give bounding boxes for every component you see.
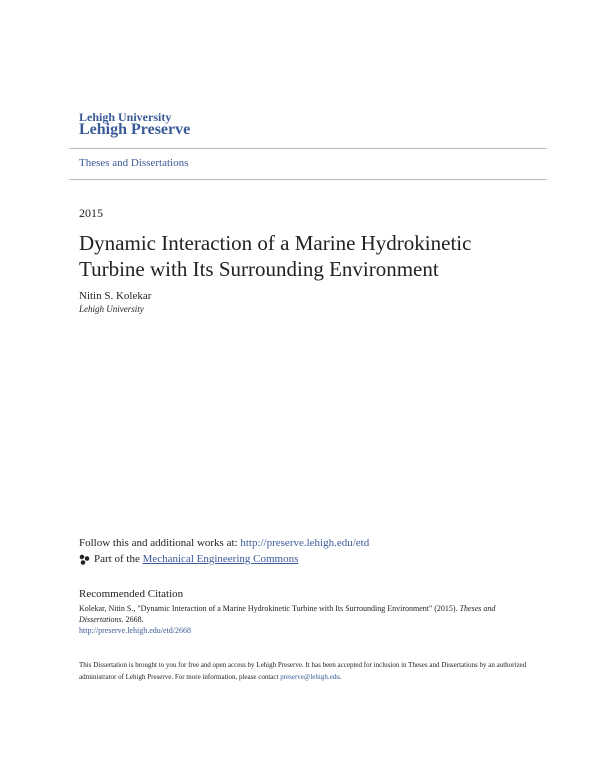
- partof-label: Part of the: [94, 553, 140, 565]
- partof-line: [79, 553, 298, 565]
- citation-heading: Recommended Citation: [79, 588, 184, 600]
- citation-number: . 2668.: [121, 615, 144, 624]
- follow-line: [79, 537, 369, 549]
- institution-name[interactable]: Lehigh University: [79, 110, 172, 124]
- commons-network-icon: [79, 554, 90, 565]
- top-divider: [69, 148, 547, 149]
- follow-label: Follow this and additional works at:: [79, 537, 241, 549]
- collection-link[interactable]: Theses and Dissertations: [79, 157, 189, 169]
- contact-email-link[interactable]: preserve@lehigh.edu: [280, 673, 340, 681]
- publication-year: 2015: [79, 206, 103, 220]
- bottom-divider: [69, 179, 547, 180]
- notice-end: .: [339, 673, 342, 681]
- citation-url-link[interactable]: http://preserve.lehigh.edu/etd/2668: [79, 626, 191, 635]
- author-affiliation: Lehigh University: [79, 304, 144, 314]
- document-title: Dynamic Interaction of a Marine Hydrokinetic Turbine with Its Surrounding Environment: [79, 231, 472, 281]
- access-notice: [79, 659, 529, 683]
- follow-url-link[interactable]: http://preserve.lehigh.edu/etd: [240, 537, 370, 549]
- citation-text: Kolekar, Nitin S., "Dynamic Interaction of a Marine Hydrokinetic Turbine with Its Surrounding Environment" (2015).: [79, 604, 460, 613]
- repository-name[interactable]: Lehigh Preserve: [79, 121, 191, 138]
- citation-block: [79, 603, 519, 636]
- citation-series: Theses and Dissertations: [79, 604, 496, 624]
- commons-link[interactable]: Mechanical Engineering Commons: [142, 553, 299, 565]
- notice-text: This Dissertation is brought to you for free and open access by Lehigh Preserve. It has been accepted for inclusion in Theses and Dissertations by an authorized administrator of Lehigh Preserve. For more information, please contact: [79, 661, 527, 681]
- author-name: Nitin S. Kolekar: [79, 290, 152, 302]
